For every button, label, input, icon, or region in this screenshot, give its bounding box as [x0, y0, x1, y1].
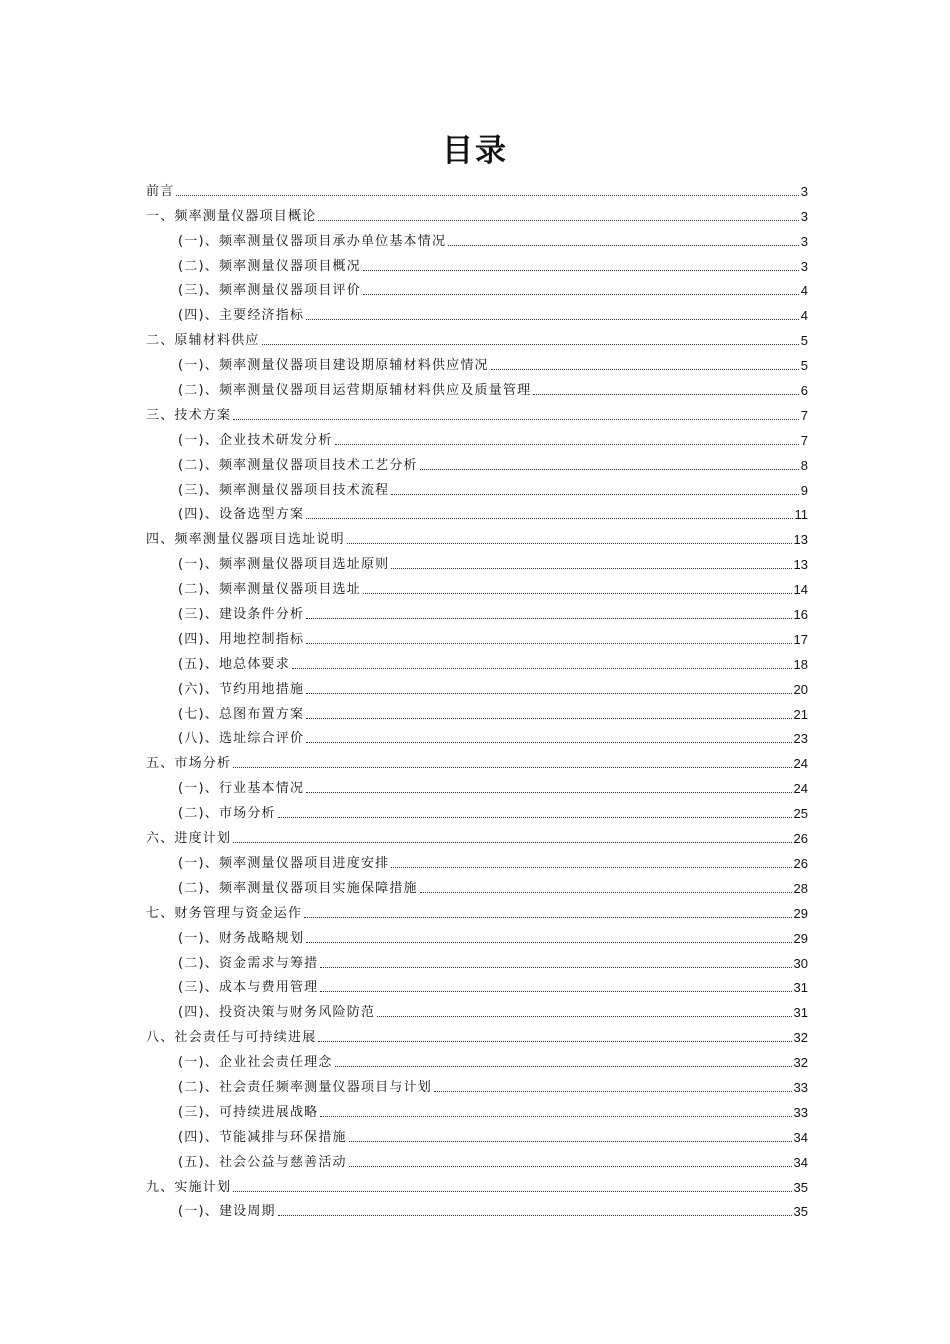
toc-entry-label: (三)、可持续进展战略 [178, 1104, 319, 1120]
toc-entry-label: (三)、建设条件分析 [178, 607, 305, 623]
toc-entry-label: 二、原辅材料供应 [146, 333, 260, 349]
toc-subsection-entry[interactable] [146, 475, 808, 500]
toc-entry-label: (四)、设备选型方案 [178, 507, 305, 523]
toc-entry-label: (四)、节能减排与环保措施 [178, 1129, 347, 1145]
toc-subsection-entry[interactable] [146, 425, 808, 450]
toc-subsection-entry[interactable] [146, 574, 808, 599]
toc-entry-label: (七)、总图布置方案 [178, 706, 305, 722]
toc-page-number: 26 [793, 855, 808, 871]
toc-entry-label: 三、技术方案 [146, 407, 232, 423]
toc-dot-leader [420, 892, 792, 893]
toc-dot-leader [306, 718, 791, 719]
toc-section-entry[interactable] [146, 400, 808, 425]
toc-subsection-entry[interactable] [146, 724, 808, 749]
toc-subsection-entry[interactable] [146, 1047, 808, 1072]
toc-section-entry[interactable] [146, 748, 808, 773]
toc-subsection-entry[interactable] [146, 1097, 808, 1122]
toc-dot-leader [363, 270, 799, 271]
toc-page-number: 24 [793, 781, 808, 797]
toc-page-number: 35 [793, 1204, 808, 1220]
toc-section-entry[interactable] [146, 1022, 808, 1047]
toc-subsection-entry[interactable] [146, 276, 808, 301]
toc-dot-leader [377, 1016, 791, 1017]
toc-subsection-entry[interactable] [146, 873, 808, 898]
toc-page-number: 34 [793, 1154, 808, 1170]
toc-subsection-entry[interactable] [146, 798, 808, 823]
toc-page-number: 4 [800, 308, 808, 324]
toc-page-number: 4 [800, 283, 808, 299]
toc-dot-leader [434, 1091, 792, 1092]
toc-entry-label: 七、财务管理与资金运作 [146, 905, 303, 921]
toc-page-number: 23 [793, 731, 808, 747]
toc-entry-label: (五)、地总体要求 [178, 656, 290, 672]
toc-entry-label: (三)、频率测量仪器项目技术流程 [178, 482, 390, 498]
toc-dot-leader [533, 394, 798, 395]
toc-entry-label: (三)、成本与费用管理 [178, 980, 319, 996]
toc-entry-label: 一、频率测量仪器项目概论 [146, 208, 317, 224]
toc-dot-leader [233, 767, 791, 768]
toc-subsection-entry[interactable] [146, 251, 808, 276]
toc-subsection-entry[interactable] [146, 848, 808, 873]
toc-subsection-entry[interactable] [146, 948, 808, 973]
toc-entry-label: (八)、选址综合评价 [178, 731, 305, 747]
toc-page-number: 18 [793, 656, 808, 672]
toc-dot-leader [306, 319, 799, 320]
toc-entry-label: 八、社会责任与可持续进展 [146, 1030, 317, 1046]
toc-page-number: 30 [793, 955, 808, 971]
toc-dot-leader [262, 344, 799, 345]
toc-page-number: 7 [800, 407, 808, 423]
toc-entry-label: 四、频率测量仪器项目选址说明 [146, 532, 345, 548]
toc-subsection-entry[interactable] [146, 350, 808, 375]
toc-dot-leader [306, 792, 791, 793]
toc-page-number: 3 [800, 208, 808, 224]
toc-page-number: 29 [793, 905, 808, 921]
toc-dot-leader [306, 643, 791, 644]
toc-subsection-entry[interactable] [146, 500, 808, 525]
toc-dot-leader [306, 618, 791, 619]
toc-dot-leader [320, 991, 791, 992]
table-of-contents [146, 176, 808, 1221]
toc-entry-label: (一)、频率测量仪器项目进度安排 [178, 855, 390, 871]
toc-page-number: 5 [800, 358, 808, 374]
toc-entry-label: 前言 [146, 183, 175, 199]
toc-subsection-entry[interactable] [146, 375, 808, 400]
toc-entry-label: 六、进度计划 [146, 831, 232, 847]
toc-page-number: 6 [800, 383, 808, 399]
toc-dot-leader [349, 1141, 792, 1142]
toc-page-number: 13 [793, 532, 808, 548]
toc-entry-label: (二)、频率测量仪器项目实施保障措施 [178, 880, 418, 896]
toc-page-number: 11 [794, 507, 808, 523]
toc-entry-label: (一)、行业基本情况 [178, 781, 305, 797]
toc-dot-leader [491, 369, 799, 370]
toc-page-number: 25 [793, 806, 808, 822]
toc-section-entry[interactable] [146, 823, 808, 848]
toc-entry-label: (四)、主要经济指标 [178, 308, 305, 324]
toc-dot-leader [176, 195, 798, 196]
toc-page-number: 3 [800, 233, 808, 249]
toc-subsection-entry[interactable] [146, 699, 808, 724]
toc-page-number: 9 [800, 482, 808, 498]
toc-section-entry[interactable] [146, 524, 808, 549]
toc-entry-label: (一)、企业技术研发分析 [178, 432, 333, 448]
toc-page-number: 5 [800, 333, 808, 349]
toc-dot-leader [448, 245, 799, 246]
toc-dot-leader [391, 867, 791, 868]
toc-page-number: 17 [793, 631, 808, 647]
toc-page-number: 34 [793, 1129, 808, 1145]
toc-dot-leader [278, 817, 792, 818]
toc-entry-label: (一)、频率测量仪器项目选址原则 [178, 557, 390, 573]
toc-page-number: 3 [800, 183, 808, 199]
toc-entry-label: (二)、频率测量仪器项目运营期原辅材料供应及质量管理 [178, 383, 532, 399]
toc-dot-leader [306, 742, 791, 743]
toc-subsection-entry[interactable] [146, 649, 808, 674]
toc-entry-label: (二)、市场分析 [178, 806, 276, 822]
toc-dot-leader [318, 1041, 791, 1042]
toc-entry-label: (二)、频率测量仪器项目技术工艺分析 [178, 457, 418, 473]
toc-subsection-entry[interactable] [146, 1122, 808, 1147]
toc-subsection-entry[interactable] [146, 624, 808, 649]
toc-subsection-entry[interactable] [146, 226, 808, 251]
toc-page-number: 20 [793, 681, 808, 697]
toc-subsection-entry[interactable] [146, 773, 808, 798]
toc-section-entry[interactable] [146, 1172, 808, 1197]
toc-dot-leader [292, 668, 792, 669]
toc-dot-leader [335, 444, 799, 445]
toc-dot-leader [278, 1215, 792, 1216]
toc-entry-label: (一)、频率测量仪器项目承办单位基本情况 [178, 233, 447, 249]
toc-subsection-entry[interactable] [146, 1147, 808, 1172]
toc-subsection-entry[interactable] [146, 450, 808, 475]
toc-entry-label: (三)、频率测量仪器项目评价 [178, 283, 361, 299]
toc-section-entry[interactable] [146, 898, 808, 923]
toc-page-number: 21 [793, 706, 808, 722]
toc-page-number: 16 [793, 607, 808, 623]
toc-page-number: 28 [793, 880, 808, 896]
toc-entry-label: (二)、频率测量仪器项目概况 [178, 258, 361, 274]
toc-dot-leader [306, 518, 792, 519]
toc-dot-leader [349, 1166, 792, 1167]
toc-dot-leader [306, 693, 791, 694]
toc-page-number: 8 [800, 457, 808, 473]
toc-entry-label: (一)、频率测量仪器项目建设期原辅材料供应情况 [178, 358, 489, 374]
toc-dot-leader [335, 1066, 792, 1067]
toc-page-number: 7 [800, 432, 808, 448]
toc-dot-leader [363, 294, 799, 295]
toc-entry-label: (四)、用地控制指标 [178, 631, 305, 647]
toc-page-number: 35 [793, 1179, 808, 1195]
toc-entry-label: (一)、建设周期 [178, 1204, 276, 1220]
page-title: 目录 [442, 133, 508, 169]
toc-dot-leader [363, 593, 792, 594]
toc-page-number: 32 [793, 1030, 808, 1046]
toc-subsection-entry[interactable] [146, 923, 808, 948]
toc-page-number: 3 [800, 258, 808, 274]
toc-dot-leader [420, 469, 799, 470]
toc-section-entry[interactable] [146, 176, 808, 201]
toc-page-number: 31 [793, 980, 808, 996]
toc-dot-leader [391, 568, 791, 569]
toc-entry-label: 五、市场分析 [146, 756, 232, 772]
toc-dot-leader [233, 419, 799, 420]
toc-subsection-entry[interactable] [146, 674, 808, 699]
toc-subsection-entry[interactable] [146, 599, 808, 624]
toc-entry-label: 九、实施计划 [146, 1179, 232, 1195]
toc-subsection-entry[interactable] [146, 549, 808, 574]
toc-entry-label: (一)、财务战略规划 [178, 930, 305, 946]
toc-page-number: 33 [793, 1104, 808, 1120]
toc-page-number: 33 [793, 1079, 808, 1095]
toc-entry-label: (二)、资金需求与筹措 [178, 955, 319, 971]
toc-page-number: 13 [793, 557, 808, 573]
toc-subsection-entry[interactable] [146, 973, 808, 998]
toc-dot-leader [320, 967, 791, 968]
toc-entry-label: (四)、投资决策与财务风险防范 [178, 1005, 376, 1021]
toc-dot-leader [391, 494, 798, 495]
toc-dot-leader [233, 842, 791, 843]
toc-subsection-entry[interactable] [146, 300, 808, 325]
toc-subsection-entry[interactable] [146, 1072, 808, 1097]
toc-dot-leader [318, 220, 798, 221]
toc-entry-label: (六)、节约用地措施 [178, 681, 305, 697]
toc-entry-label: (二)、社会责任频率测量仪器项目与计划 [178, 1079, 432, 1095]
toc-page-number: 24 [793, 756, 808, 772]
toc-section-entry[interactable] [146, 201, 808, 226]
toc-dot-leader [304, 917, 791, 918]
toc-entry-label: (五)、社会公益与慈善活动 [178, 1154, 347, 1170]
toc-page-number: 31 [793, 1005, 808, 1021]
toc-page-number: 14 [793, 582, 808, 598]
toc-page-number: 26 [793, 831, 808, 847]
toc-subsection-entry[interactable] [146, 997, 808, 1022]
toc-entry-label: (二)、频率测量仪器项目选址 [178, 582, 361, 598]
toc-dot-leader [233, 1191, 791, 1192]
toc-page-number: 29 [793, 930, 808, 946]
toc-dot-leader [320, 1116, 791, 1117]
toc-page-number: 32 [793, 1055, 808, 1071]
toc-entry-label: (一)、企业社会责任理念 [178, 1055, 333, 1071]
toc-dot-leader [306, 942, 791, 943]
toc-dot-leader [347, 543, 792, 544]
toc-section-entry[interactable] [146, 325, 808, 350]
toc-subsection-entry[interactable] [146, 1197, 808, 1222]
